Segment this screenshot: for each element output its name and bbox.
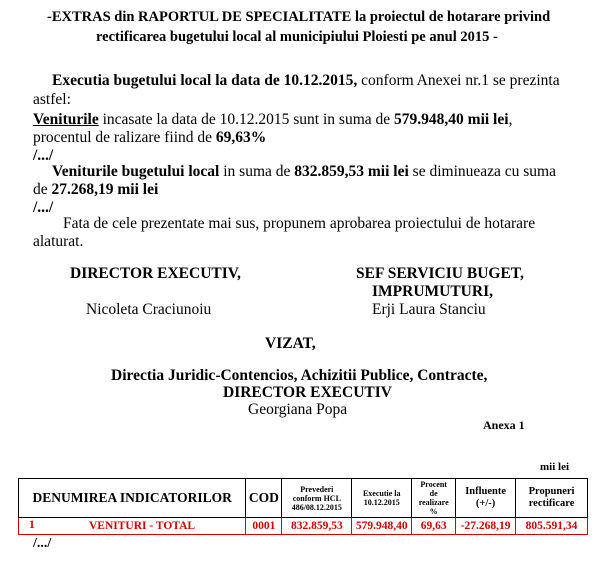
ellipsis-1: /.../ [33,147,54,164]
col-header-executie: Executie la 10.12.2015 [352,479,412,518]
paragraph-budget [52,162,556,181]
paragraph-budget-line2 [33,180,158,199]
annex-label: Anexa 1 [483,418,525,432]
cell-indicator: VENITURI - TOTAL [89,520,196,532]
col-header-name: DENUMIREA INDICATORILOR [19,479,246,518]
vizat-role: DIRECTOR EXECUTIV [223,384,392,401]
vizat-department: Directia Juridic-Contencios, Achizitii Publice, Contracte, [111,367,488,384]
paragraph-revenues-line2 [33,128,266,147]
budget-text: in suma de [219,163,295,180]
right-signature-title-1: SEF SERVICIU BUGET, [356,265,524,282]
cell-prevederi: 832.859,53 [282,518,352,535]
budget-amount: 832.859,53 mii lei [294,163,409,180]
ellipsis-3: /.../ [33,536,52,551]
percent-text: procentul de ralizare fiind de [33,129,216,146]
revenues-comma: , [508,111,513,128]
cell-influente: -27.268,19 [456,518,516,535]
cell-name [19,518,246,535]
vizat-name: Georgiana Popa [248,401,348,418]
paragraph-execution [52,71,560,90]
cell-nr: 1 [29,519,35,531]
col-header-influente: Influente (+/-) [456,479,516,518]
cell-procent: 69,63 [412,518,456,535]
execution-text: conform Anexei nr.1 se prezinta [357,72,560,89]
header-line-1: -EXTRAS din RAPORTUL DE SPECIALITATE la proiectul de hotarare privind [47,9,551,25]
col-header-propuneri: Propuneri rectificare [516,479,588,518]
header-line-2: rectificarea bugetului local al municipiului Ploiesti pe anul 2015 - [96,29,498,45]
revenues-amount: 579.948,40 mii lei [394,111,509,128]
ellipsis-2: /.../ [33,199,54,216]
left-signature-name: Nicoleta Craciunoiu [86,301,212,318]
revenues-text: incasate la data de 10.12.2015 sunt in suma de [98,111,395,128]
indicators-table [18,478,588,535]
table-row [19,518,588,535]
unit-label: mii lei [540,461,570,473]
col-header-procent: Procent de realizare % [412,479,456,518]
cell-executie: 579.948,40 [352,518,412,535]
table-header-row [19,479,588,518]
paragraph-revenues [33,110,512,129]
paragraph-execution-line2: astfel: [33,91,71,108]
cell-propuneri: 805.591,34 [516,518,588,535]
budget-label: Veniturile bugetului local [52,163,220,180]
vizat-title: VIZAT, [265,335,316,352]
col-header-cod: COD [246,479,282,518]
percent-value: 69,63% [215,129,267,146]
paragraph-proposal-line2: alaturat. [33,233,84,250]
right-signature-title-2: IMPRUMUTURI, [372,283,493,300]
decrease-amount: 27.268,19 mii lei [51,181,159,198]
col-header-prevederi: Prevederi conform HCL 486/08.12.2015 [282,479,352,518]
budget-text-2: se diminueaza cu suma [408,163,556,180]
left-signature-title: DIRECTOR EXECUTIV, [70,265,241,282]
decrease-text: de [33,181,52,198]
paragraph-proposal: Fata de cele prezentate mai sus, propunem aprobarea proiectului de hotarare [63,215,536,232]
right-signature-name: Erji Laura Stanciu [372,301,486,318]
revenues-label: Veniturile [33,111,99,128]
cell-cod: 0001 [246,518,282,535]
execution-label: Executia bugetului local la data de 10.12.2015, [52,72,358,89]
